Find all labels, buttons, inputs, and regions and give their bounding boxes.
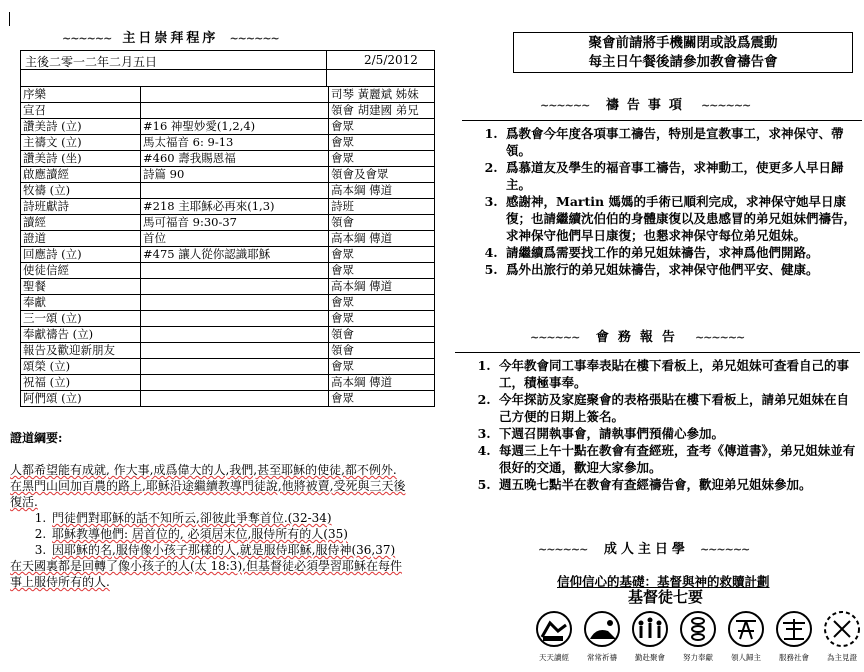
- sunday-school-heading: 成人主日學: [603, 542, 689, 557]
- date-label: 主後二零一二年二月五日: [25, 55, 158, 69]
- swirl-ornament-right: ~~~~~~: [694, 331, 745, 344]
- program-person: 領會: [329, 327, 435, 343]
- program-content: 首位: [141, 231, 329, 247]
- program-content: [141, 311, 329, 327]
- icon-label: 常常祈禱: [587, 653, 617, 662]
- program-content: [141, 327, 329, 343]
- announcement-item: 5. 週五晚七點半在教會有查經禱告會，歡迎弟兄姐妹參加。: [495, 476, 860, 493]
- announcements-list-box: [455, 352, 860, 493]
- program-row: [21, 391, 434, 407]
- program-rows: [21, 87, 434, 406]
- announcement-item: 4. 每週三上午十點在教會有查經班，查考《傳道書》，弟兄姐妹並有很好的交通，歡迎大家參加。: [495, 442, 860, 476]
- program-content: #460 壽我賜恩福: [141, 151, 329, 167]
- program-person: 司琴 黃麗斌 姊妹: [329, 87, 435, 103]
- sermon-point: 3. 因耶穌的名,服侍像小孩子那樣的人,就是服侍耶穌,服侍神(36,37): [50, 542, 410, 558]
- sermon-points: [10, 510, 410, 558]
- date-row: [21, 51, 434, 70]
- icon-label: 領人歸主: [731, 653, 761, 662]
- program-row: [21, 343, 434, 359]
- prayer-item: 1. 爲教會今年度各項事工禱告，特別是宣教事工，求神保守、帶領。: [502, 125, 862, 159]
- icon-label: 為主見證: [827, 653, 857, 662]
- program-row: [21, 103, 434, 119]
- program-row: [21, 263, 434, 279]
- worship-program-table: [20, 50, 435, 407]
- program-heading: 主日崇拜程序: [122, 31, 219, 46]
- sunday-school-heading-block: [538, 538, 749, 557]
- sermon-intro: 人都希望能有成就, 作大事,成爲偉大的人,我們,甚至耶穌的使徒,都不例外. 在黑門山回加百農的路上,耶穌沿途繼續教導門徒說,他將被賣,受死與三天後復活.: [10, 463, 406, 509]
- program-content: [141, 295, 329, 311]
- program-item: 頌榮 (立): [21, 359, 141, 375]
- program-item: 序樂: [21, 87, 141, 103]
- sermon-outline: [10, 430, 410, 590]
- notice-line-2: 每主日午餐後請參加教會禱告會: [588, 54, 778, 70]
- program-item: 報告及歡迎新朋友: [21, 343, 141, 359]
- program-item: 啟應讀經: [21, 167, 141, 183]
- program-person: 高本綱 傳道: [329, 231, 435, 247]
- program-item: 阿們頌 (立): [23, 391, 82, 405]
- program-item: 讀經: [21, 215, 141, 231]
- program-item: 牧禱 (立): [21, 183, 141, 199]
- prayer-item: 5. 爲外出旅行的弟兄姐妹禱告，求神保守他們平安、健康。: [502, 261, 862, 278]
- program-row: [21, 231, 434, 247]
- read-bible-icon: [537, 612, 571, 646]
- program-row: [21, 151, 434, 167]
- evangelism-icon: [729, 612, 763, 646]
- program-person: 領會: [329, 343, 435, 359]
- program-heading-block: [62, 27, 279, 46]
- swirl-ornament-left: ~~~~~~: [540, 99, 590, 112]
- prayer-heading-block: [540, 94, 750, 113]
- program-content: [141, 391, 329, 407]
- icon-label: 勤赴聚會: [635, 653, 665, 662]
- prayer-item: 4. 請繼續爲需要找工作的弟兄姐妹禱告，求神爲他們開路。: [502, 244, 862, 261]
- program-content: [141, 279, 329, 295]
- witness-icon: [825, 612, 859, 646]
- serve-society-icon: [777, 612, 811, 646]
- program-item: 證道: [21, 231, 141, 247]
- program-person: 領會及會眾: [329, 167, 435, 183]
- program-row: [21, 279, 434, 295]
- seven-essentials-title: 基督徒七要: [628, 588, 704, 606]
- swirl-ornament-right: ~~~~~~: [229, 32, 279, 45]
- program-person: 會眾: [329, 247, 435, 263]
- icon-label: 服務社會: [779, 653, 809, 662]
- program-item: 讚美詩 (立): [21, 119, 141, 135]
- date-value: 2/5/2012: [364, 53, 418, 67]
- program-content: 詩篇 90: [141, 167, 329, 183]
- program-content: #218 主耶穌必再來(1,3): [141, 199, 329, 215]
- icon-label: 努力奉獻: [683, 653, 713, 662]
- program-person: 高本綱 傳道: [329, 375, 435, 391]
- program-person: 領會: [329, 215, 435, 231]
- program-content: [141, 87, 329, 103]
- swirl-ornament-left: ~~~~~~: [62, 32, 112, 45]
- program-content: [141, 103, 329, 119]
- program-item: 主禱文 (立): [21, 135, 141, 151]
- program-person: 會眾: [329, 119, 435, 135]
- program-content: #475 讓人從你認識耶穌: [141, 247, 329, 263]
- prayer-item: 2. 爲慕道友及學生的福音事工禱告，求神動工，使更多人早日歸主。: [502, 159, 862, 193]
- announcement-item: 3. 下週召開執事會，請執事們預備心參加。: [495, 425, 860, 442]
- spacer-row: [21, 70, 434, 87]
- swirl-ornament-right: ~~~~~~: [700, 99, 751, 112]
- announcements-heading-block: [530, 326, 744, 345]
- prayer-list: [462, 121, 862, 278]
- program-row: [21, 135, 434, 151]
- sermon-outline-title: 證道綱要:: [10, 431, 63, 445]
- program-row: [21, 295, 434, 311]
- program-content: [141, 359, 329, 375]
- notice-line-1: 聚會前請將手機關閉或設爲震動: [588, 35, 778, 51]
- program-person: 會眾: [331, 391, 354, 405]
- program-row: [21, 183, 434, 199]
- program-row: [21, 119, 434, 135]
- program-row: [21, 327, 434, 343]
- sunday-school-course: 信仰信心的基礎：基督與神的救贖計劃: [557, 574, 770, 589]
- program-row: [21, 247, 434, 263]
- program-person: 高本綱 傳道: [329, 279, 435, 295]
- program-row: [21, 167, 434, 183]
- program-item: 奉獻: [21, 295, 141, 311]
- program-row: [21, 359, 434, 375]
- program-item: 使徒信經: [21, 263, 141, 279]
- program-item: 奉獻禱告 (立): [21, 327, 141, 343]
- seven-essentials-icons: [534, 609, 860, 664]
- prayer-item: 3. 感謝神，Martin 媽媽的手術已順利完成，求神保守她早日康復；也請繼續沈伯伯的身體康復以及患感冒的弟兄姐妹們禱告，求神保守他們早日康復；也懇求神保守每位弟兄姐妹。: [502, 193, 862, 244]
- program-row: [21, 87, 434, 103]
- program-content: 馬可福音 9:30-37: [141, 215, 329, 231]
- program-person: 會眾: [329, 311, 435, 327]
- program-item: 詩班獻詩: [21, 199, 141, 215]
- announcement-item: 1. 今年教會同工事奉表貼在樓下看板上，弟兄姐妹可查看自己的事工，積極事奉。: [495, 357, 860, 391]
- phone-notice-box: [513, 32, 853, 73]
- program-item: 宣召: [21, 103, 141, 119]
- program-person: 高本綱 傳道: [329, 183, 435, 199]
- program-item: 回應詩 (立): [21, 247, 141, 263]
- program-item: 讚美詩 (坐): [21, 151, 141, 167]
- program-row: [21, 199, 434, 215]
- program-item: 祝福 (立): [21, 375, 141, 391]
- pray-icon: [585, 612, 619, 646]
- program-person: 會眾: [329, 295, 435, 311]
- program-item: 三一頌 (立): [21, 311, 141, 327]
- program-person: 會眾: [329, 135, 435, 151]
- program-row: [21, 215, 434, 231]
- prayer-list-box: [462, 120, 862, 278]
- program-content: [141, 343, 329, 359]
- program-content: #16 神聖妙愛(1,2,4): [141, 119, 329, 135]
- program-content: [141, 183, 329, 199]
- text-cursor: [9, 12, 10, 26]
- program-row: [21, 311, 434, 327]
- program-person: 會眾: [329, 359, 435, 375]
- program-row: [21, 375, 434, 391]
- sermon-point: 1. 門徒們對耶穌的話不知所云,卻彼此爭奪首位.(32-34): [50, 510, 410, 526]
- prayer-heading: 禱告事項: [605, 98, 690, 113]
- swirl-ornament-right: ~~~~~~: [699, 543, 750, 556]
- program-person: 領會 胡建國 弟兄: [329, 103, 435, 119]
- icon-label: 天天讀經: [539, 653, 569, 662]
- sermon-point: 2. 耶穌教導他們: 居首位的, 必須居末位,服侍所有的人(35): [50, 526, 410, 542]
- program-person: 會眾: [329, 151, 435, 167]
- give-offering-icon: [681, 612, 715, 646]
- program-person: 會眾: [329, 263, 435, 279]
- program-content: 馬太福音 6: 9-13: [141, 135, 329, 151]
- program-person: 詩班: [329, 199, 435, 215]
- announcements-list: [455, 353, 860, 493]
- program-item: 聖餐: [21, 279, 141, 295]
- announcement-item: 2. 今年探訪及家庭聚會的表格張貼在樓下看板上，請弟兄姐妹在自己方便的日期上簽名。: [495, 391, 860, 425]
- program-content: [141, 375, 329, 391]
- swirl-ornament-left: ~~~~~~: [530, 331, 580, 344]
- announcements-heading: 會務報告: [595, 330, 684, 345]
- swirl-ornament-left: ~~~~~~: [538, 543, 588, 556]
- program-content: [141, 263, 329, 279]
- sermon-conclusion: 在天國裏都是回轉了像小孩子的人(太 18:3),但基督徒必須學習耶穌在每件事上服侍所有的人.: [10, 559, 402, 589]
- attend-meeting-icon: [633, 612, 667, 646]
